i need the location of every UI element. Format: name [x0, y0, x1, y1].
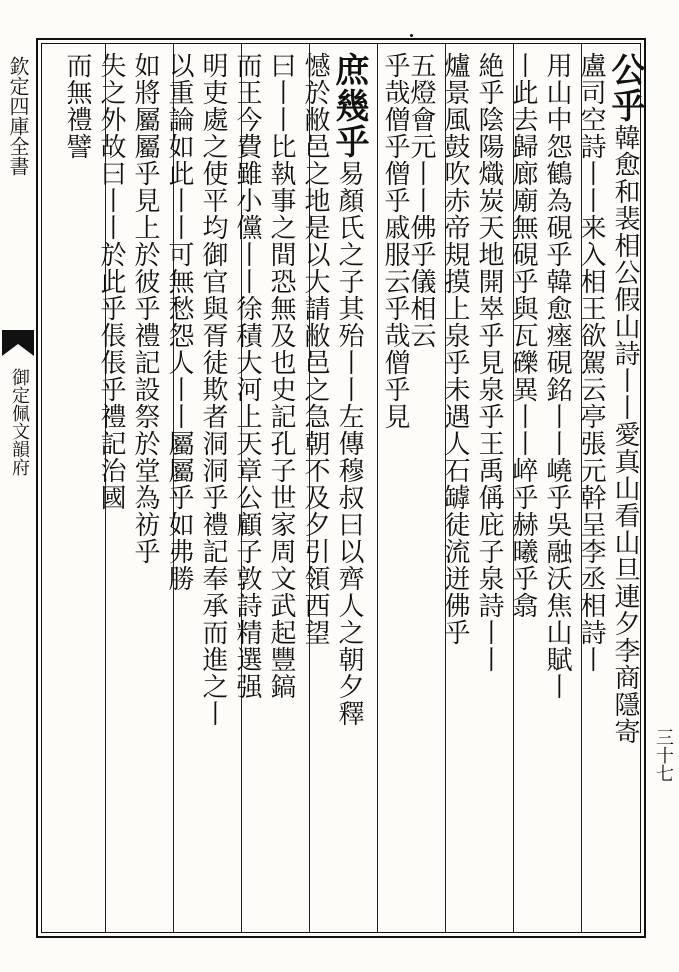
text-column: 用山中怨鶴為硯乎韓愈瘞硯銘丨丨嶢乎吳融沃焦山賦丨 — [542, 52, 572, 700]
margin-book-title: 御定佩文韻府 — [9, 368, 30, 476]
text-column: 如將屬屬乎見上於彼乎禮記設祭於堂為祊乎 — [130, 52, 160, 565]
text-column: 公乎韓愈和裴相公假山詩丨丨愛真山看山旦連夕李商隱寄 — [605, 52, 645, 745]
page-number: 三十七 — [653, 728, 674, 782]
text-frame — [36, 38, 646, 938]
page-margin — [0, 38, 36, 938]
text-column: 失之外故曰丨丨於此乎倀倀乎禮記治國 — [96, 52, 126, 511]
text-column: 絶乎陰陽熾炭天地開崒乎見泉乎王禹偁庇子泉詩丨丨 — [474, 52, 504, 673]
text-column: 盧司空詩丨丨来入相王欲駕云亭張元幹呈李丞相詩丨 — [576, 52, 606, 673]
text-column: 曰丨丨比執事之間恐無及也史記孔子世家周文武起豐鎬 — [266, 52, 296, 700]
text-column: 乎哉僧乎僧乎戚服云乎哉僧乎見 — [380, 52, 410, 430]
text-column: 五燈會元丨丨佛乎儀相云 — [406, 52, 436, 349]
margin-title: 欽定四庫全書 — [6, 56, 30, 176]
text-column: 憾於敝邑之地是以大請敝邑之急朝不及夕引領西望 — [300, 52, 330, 646]
ink-dot — [410, 34, 413, 37]
text-column: 丨此去歸廊廟無硯乎與瓦礫異丨丨崪乎赫曦乎翕 — [508, 52, 538, 619]
text-column: 爐景風鼓吹赤帝規摸上泉乎未遇人石罅徒流迸佛乎 — [440, 52, 470, 646]
text-column: 而王今費雖小儻丨丨徐積大河上天章公顧子敦詩精選强 — [232, 52, 262, 700]
text-column: 庶幾乎易顏氏之子其殆丨丨左傳穆叔曰以齊人之朝夕釋 — [329, 52, 369, 727]
text-column: 以重論如此丨丨可無愁怨人丨丨屬屬乎如弗勝 — [164, 52, 194, 592]
fish-tail-mark-icon — [0, 328, 36, 358]
text-column: 明吏處之使平均御官與胥徒欺者洞洞乎禮記奉承而進之丨 — [198, 52, 228, 727]
text-column: 而無禮譬 — [62, 52, 92, 160]
